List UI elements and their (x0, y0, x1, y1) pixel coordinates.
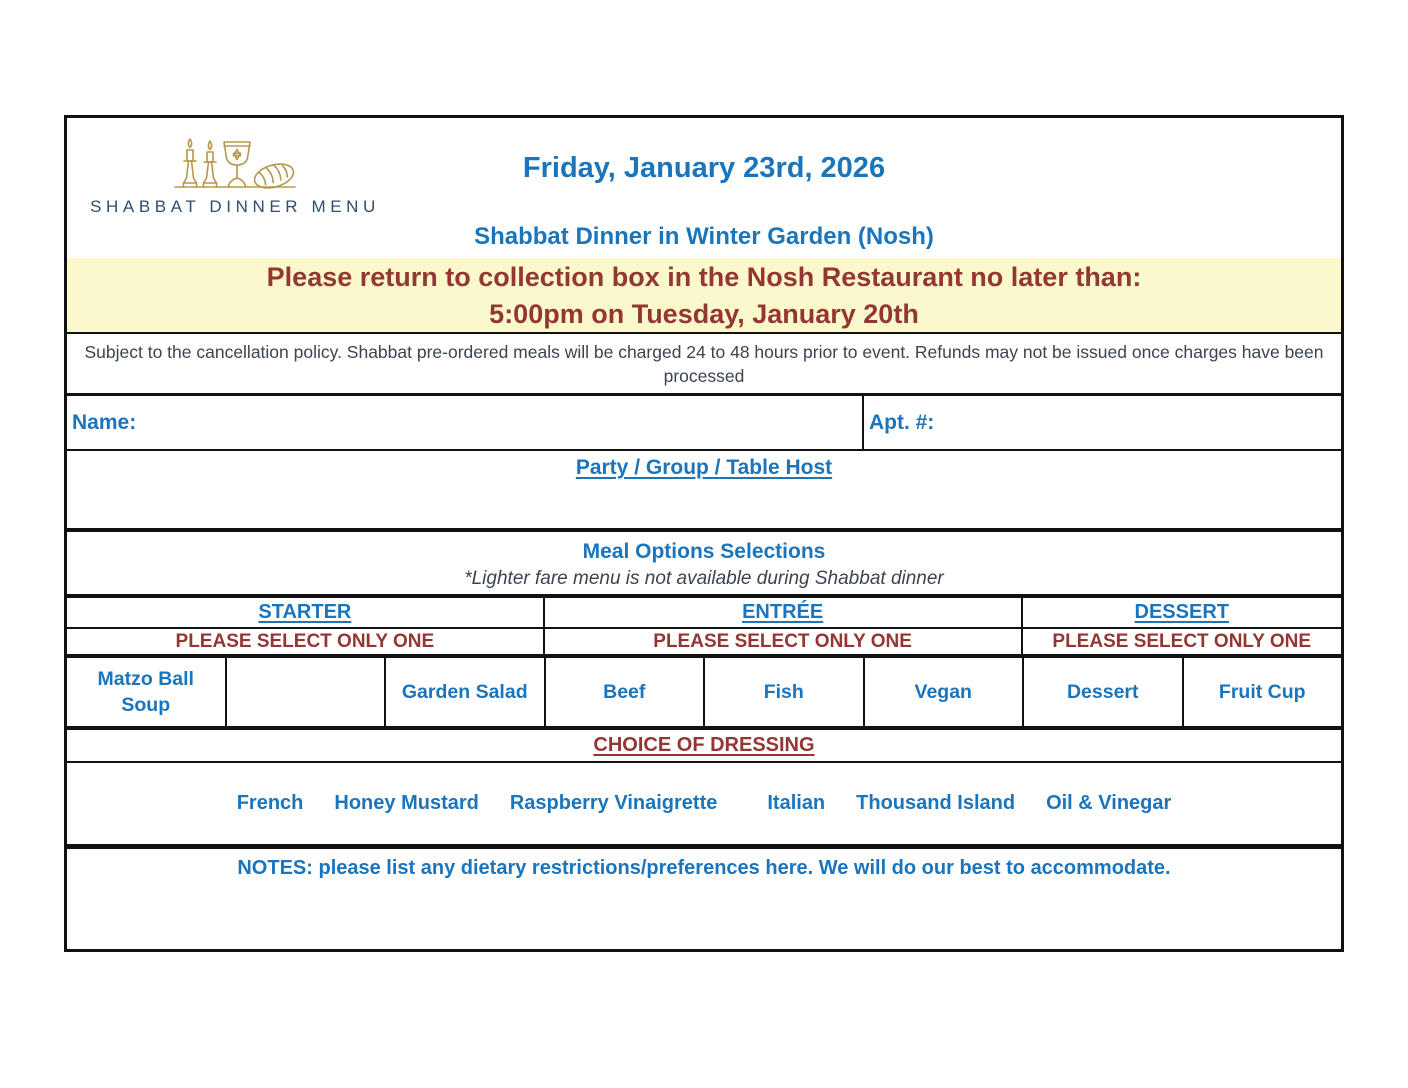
name-label: Name: (72, 410, 137, 434)
entree-header: ENTRÉE (742, 601, 824, 623)
entree-select-one-cell (545, 629, 1023, 654)
return-notice-line1: Please return to collection box in the Nosh Restaurant no later than: (266, 262, 1142, 292)
option-raspberry-vinaigrette[interactable]: Raspberry Vinaigrette (509, 792, 718, 814)
option-starter-blank[interactable] (227, 658, 387, 726)
select-one-row (67, 629, 1341, 658)
logo (87, 134, 383, 217)
meal-option-row (67, 658, 1341, 730)
dressing-title-row (67, 730, 1341, 763)
option-french[interactable]: French (236, 792, 304, 814)
dressing-title: CHOICE OF DRESSING (593, 734, 815, 756)
option-italian[interactable]: Italian (767, 792, 826, 814)
event-subtitle: Shabbat Dinner in Winter Garden (Nosh) (474, 223, 934, 250)
meal-options-title: Meal Options Selections (582, 540, 826, 563)
entree-header-cell (545, 598, 1023, 627)
dressing-options-row (67, 763, 1341, 849)
logo-title: SHABBAT DINNER MENU (90, 197, 380, 216)
option-dessert[interactable]: Dessert (1024, 658, 1184, 726)
notes-input-area[interactable] (67, 849, 1341, 949)
return-notice-line2: 5:00pm on Tuesday, January 20th (489, 299, 919, 329)
dressing-options-right (767, 792, 1171, 815)
course-header-row (67, 598, 1341, 629)
option-thousand-island[interactable]: Thousand Island (856, 792, 1016, 814)
cancellation-policy-text: Subject to the cancellation policy. Shabbat pre-ordered meals will be charged 24 to 48 hours prior to event. Refunds may not be issued once charges have been processed (67, 334, 1341, 396)
dressing-options-left (237, 792, 718, 815)
notes-label: NOTES: please list any dietary restrictions/preferences here. We will do our best to accommodate. (237, 857, 1171, 879)
meal-options-heading (67, 532, 1341, 598)
dessert-header-cell (1023, 598, 1342, 627)
option-garden-salad[interactable]: Garden Salad (386, 658, 546, 726)
shabbat-logo-icon (170, 134, 300, 196)
dessert-select-one-cell (1023, 629, 1342, 654)
lighter-fare-note: *Lighter fare menu is not available during Shabbat dinner (464, 568, 944, 589)
starter-select-one-cell (67, 629, 545, 654)
option-honey-mustard[interactable]: Honey Mustard (334, 792, 479, 814)
option-fish[interactable]: Fish (705, 658, 865, 726)
party-host-cell[interactable] (67, 451, 1341, 532)
entree-select-one: PLEASE SELECT ONLY ONE (653, 630, 912, 652)
option-fruit-cup[interactable]: Fruit Cup (1218, 681, 1306, 703)
party-host-label: Party / Group / Table Host (575, 456, 833, 479)
return-notice-banner (67, 258, 1341, 334)
starter-select-one: PLEASE SELECT ONLY ONE (175, 630, 435, 652)
header-row (67, 118, 1341, 258)
option-beef[interactable]: Beef (546, 658, 706, 726)
option-oil-vinegar[interactable]: Oil & Vinegar (1046, 792, 1172, 814)
option-matzo-ball-soup[interactable]: Matzo Ball Soup (67, 658, 227, 726)
name-apt-row (67, 396, 1341, 451)
starter-header-cell (67, 598, 545, 627)
option-vegan[interactable]: Vegan (865, 658, 1025, 726)
dessert-header: DESSERT (1134, 601, 1229, 623)
shabbat-menu-form (64, 115, 1344, 952)
apt-label: Apt. #: (868, 410, 935, 434)
dessert-select-one: PLEASE SELECT ONLY ONE (1052, 630, 1312, 652)
starter-header: STARTER (258, 601, 352, 623)
apt-field-cell[interactable] (864, 396, 1341, 449)
event-date: Friday, January 23rd, 2026 (522, 152, 886, 184)
name-field-cell[interactable] (67, 396, 864, 449)
